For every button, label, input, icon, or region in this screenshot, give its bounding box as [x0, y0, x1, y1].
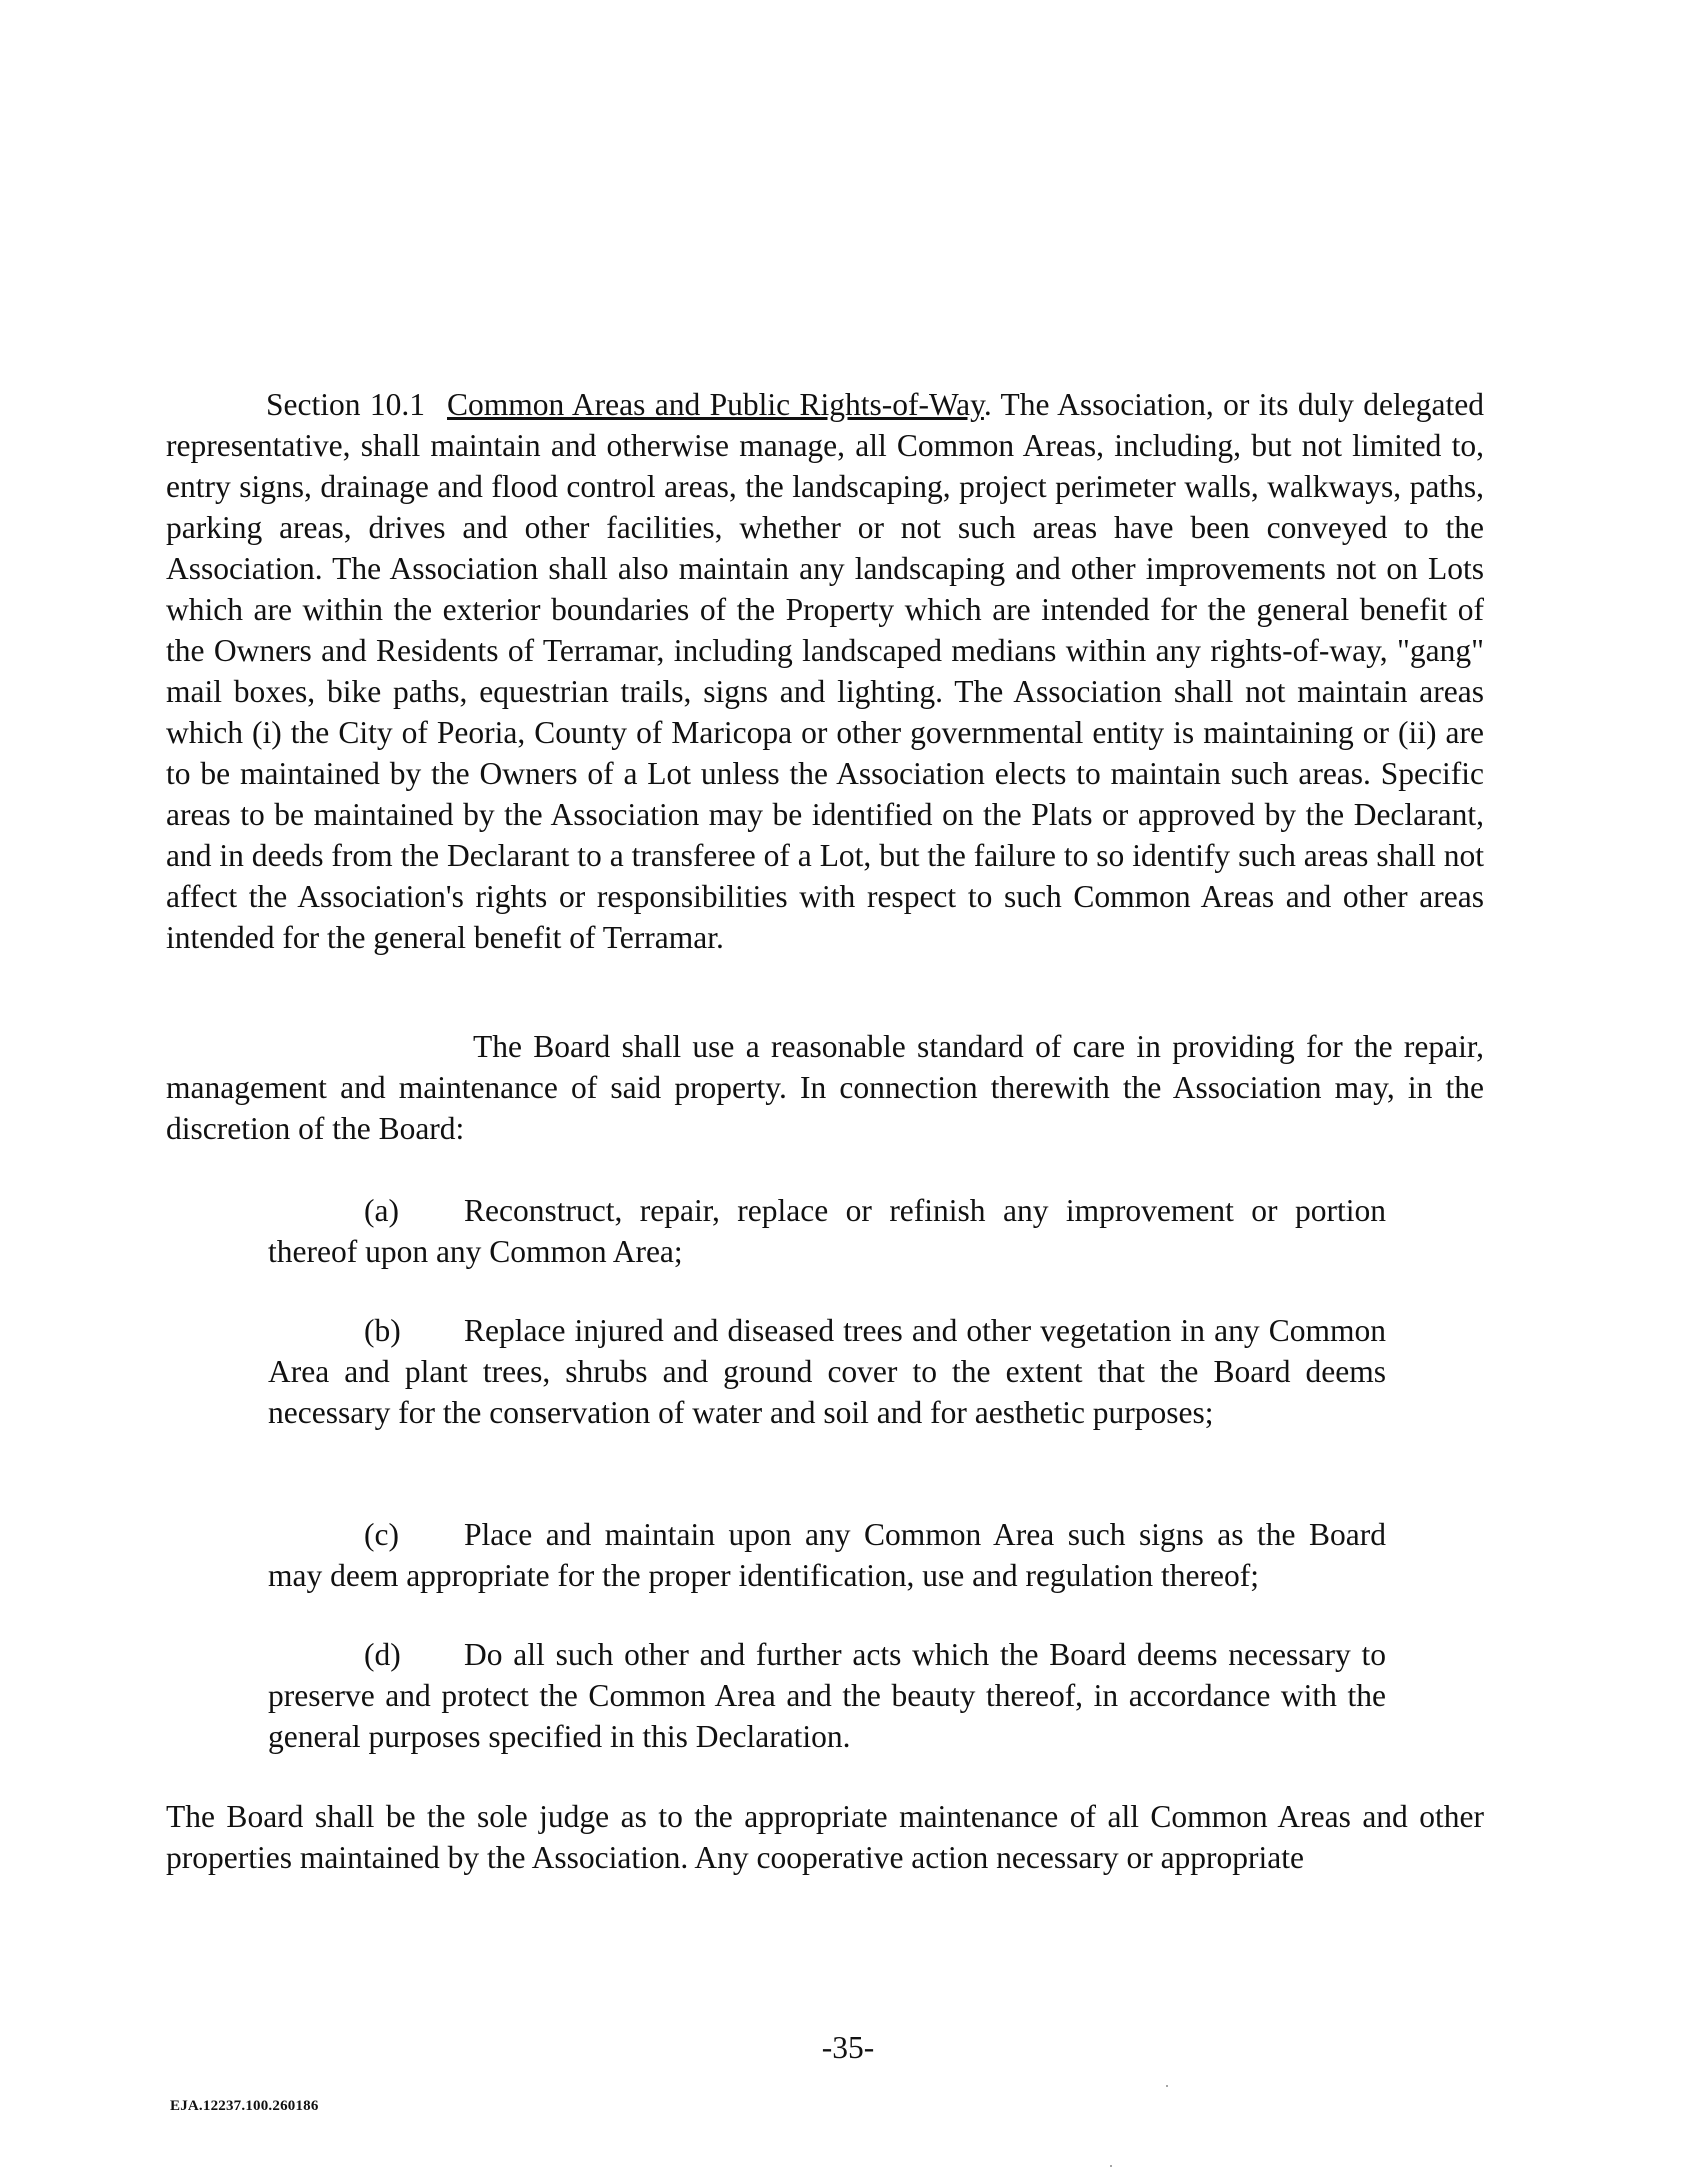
section-number: Section 10.1 [266, 387, 425, 422]
list-item-a [268, 1190, 1386, 1272]
list-item-text: Replace injured and diseased trees and other vegetation in any Common Area and plant trees, shrubs and ground cover to the extent that the Board deems necessary for the conservation of water and soil and for aesthetic purposes; [268, 1313, 1386, 1430]
list-item-c [268, 1514, 1386, 1596]
scan-speck [1110, 2165, 1112, 2167]
list-item-text: Place and maintain upon any Common Area such signs as the Board may deem appropriate for the proper identification, use and regulation thereof; [268, 1517, 1386, 1593]
board-care-paragraph: The Board shall use a reasonable standard of care in providing for the repair, management and maintenance of said property. In connection therewith the Association may, in the discretion of the Board: [166, 1029, 1484, 1146]
page-number: -35- [821, 2030, 875, 2065]
list-item-label: (a) [364, 1193, 399, 1228]
section-10-1-paragraph [166, 384, 1484, 958]
scan-speck [1166, 2085, 1168, 2087]
list-item-label: (b) [364, 1313, 401, 1348]
section-body: . The Association, or its duly delegated representative, shall maintain and otherwise manage, all Common Areas, including, but not limited to, entry signs, drainage and flood control areas, the landscaping, project perimeter walls, walkways, paths, parking areas, drives and other facilities, whether or not such areas have been conveyed to the Association. The Association shall also maintain any landscaping and other improvements not on Lots which are within the exterior boundaries of the Property which are intended for the general benefit of the Owners and Residents of Terramar, including landscaped medians within any rights-of-way, "gang" mail boxes, bike paths, equestrian trails, signs and lighting. The Association shall not maintain areas which (i) the City of Peoria, County of Maricopa or other governmental entity is maintaining or (ii) are to be maintained by the Owners of a Lot unless the Association elects to maintain such areas. Specific areas to be maintained by the Association may be identified on the Plats or approved by the Declarant, and in deeds from the Declarant to a transferee of a Lot, but the failure to so identify such areas shall not affect the Association's rights or responsibilities with respect to such Common Areas and other areas intended for the general benefit of Terramar. [166, 387, 1484, 955]
list-item-d [268, 1634, 1386, 1757]
list-item-text: Do all such other and further acts which the Board deems necessary to preserve and protect the Common Area and the beauty thereof, in accordance with the general purposes specified in this Declaration. [268, 1637, 1386, 1754]
list-item-label: (d) [364, 1637, 401, 1672]
document-id: EJA.12237.100.260186 [170, 2098, 319, 2114]
list-item-text: Reconstruct, repair, replace or refinish any improvement or portion thereof upon any Common Area; [268, 1193, 1386, 1269]
list-item-b [268, 1310, 1386, 1433]
list-item-label: (c) [364, 1517, 399, 1552]
section-title: Common Areas and Public Rights-of-Way [447, 387, 984, 422]
board-judge-paragraph: The Board shall be the sole judge as to the appropriate maintenance of all Common Areas and other properties maintained by the Association. Any cooperative action necessary or appropriate [166, 1799, 1484, 1875]
